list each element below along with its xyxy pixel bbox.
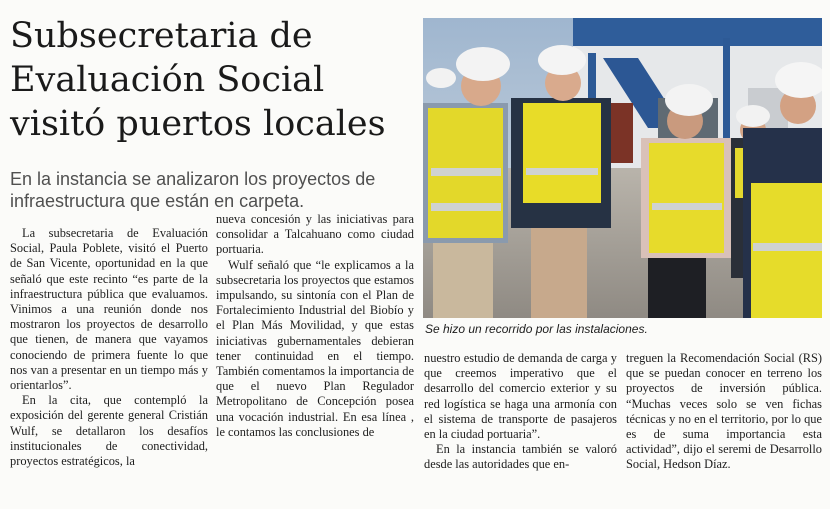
paragraph: nueva concesión y las iniciativas para consolidar a Talcahuano como ciudad portuaria.: [216, 212, 414, 257]
body-column-1: [10, 226, 208, 469]
paragraph: Wulf señaló que “le explicamos a la subsecretaria los proyectos que estamos impulsando, su sintonía con el Plan de Fortalecimiento Industrial del Biobío y el Plan Más Movilidad, y que estas iniciativas gubernamentales debieran tener continuidad en el tiempo. También comentamos la importancia de que el nuevo Plan Regulador Metropolitano de Concepción posea una vocación industrial. En esa línea , le contamos las conclusiones de: [216, 257, 415, 439]
deck-subtitle: En la instancia se analizaron los proyectos de infraestructura que están en carpeta.: [10, 169, 376, 211]
paragraph: En la instancia también se valoró desde las autoridades que en-: [424, 442, 617, 472]
body-column-3: [424, 351, 617, 473]
paragraph: nuestro estudio de demanda de carga y que creemos imperativo que el desarrollo del comercio exterior y su red logística se haga una armonía con el sistema de transporte de pasajeros en la ciudad portuaria”.: [424, 351, 617, 442]
photo-caption: Se hizo un recorrido por las instalaciones.: [425, 322, 648, 336]
body-column-4: [626, 351, 822, 473]
headline: Subsecretaria de Evaluación Social visitó puertos locales: [10, 16, 386, 144]
paragraph: La subsecretaria de Evaluación Social, Paula Poblete, visitó el Puerto de San Vicente, oportunidad en la que señaló que este recinto “es parte de la infraestructura pública que evaluamos. Vinimos a una reunión donde nos mostraron los proyectos de desarrollo que tienen, de manera que vayamos conociendo de primera fuente lo que nos van a presentar en un tiempo más y orientarlos”.: [10, 226, 208, 393]
paragraph: En la cita, que contempló la exposición del gerente general Cristián Wulf, se detallaron los desafíos institucionales de conectividad, proyectos estratégicos, la: [10, 393, 208, 469]
news-photo: [423, 18, 822, 318]
body-column-2: [216, 212, 414, 440]
paragraph: treguen la Recomendación Social (RS) que se puedan conocer en terreno los proyectos de inversión pública. “Muchas veces solo se ven fichas técnicas y no en el territorio, por lo que es de suma importancia esta actividad”, dijo el seremi de Desarrollo Social, Hedson Díaz.: [626, 351, 822, 472]
